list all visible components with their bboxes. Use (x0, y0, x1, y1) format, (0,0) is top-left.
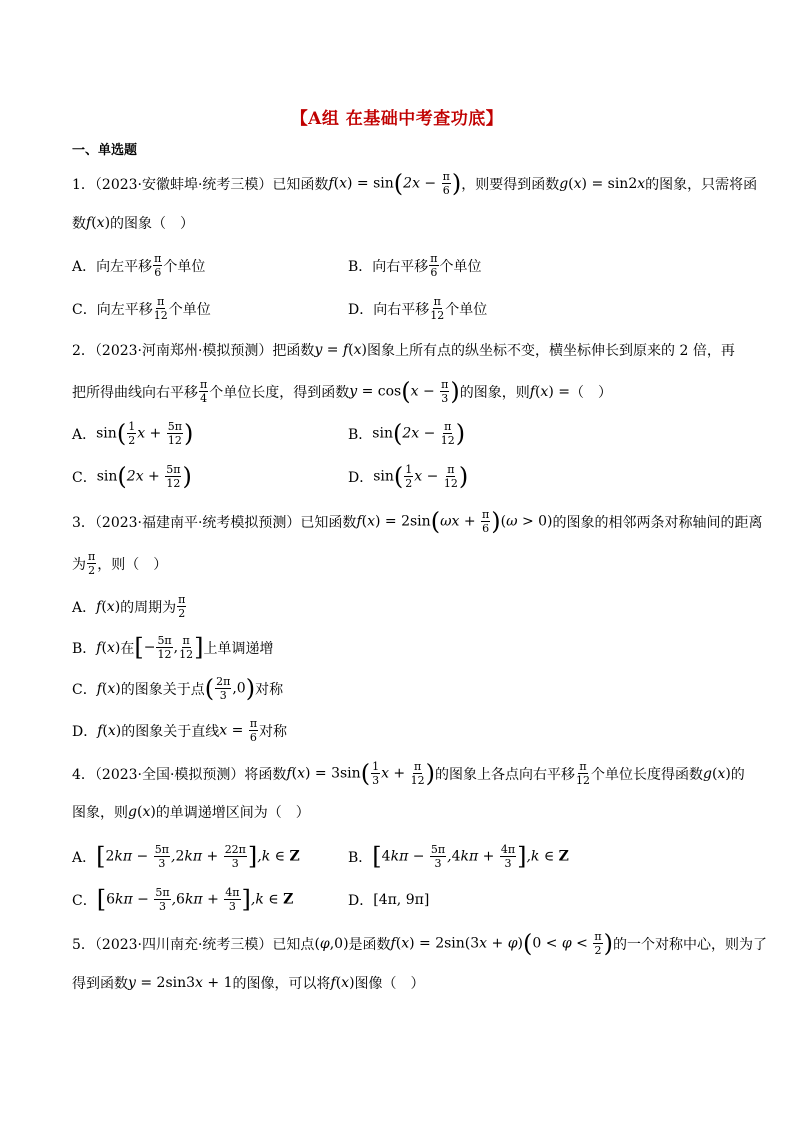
formula: $\frac{\pi}{6}$ (430, 252, 438, 279)
option-label: D．向右平移 (348, 301, 430, 318)
option-b[interactable] (348, 420, 465, 447)
question-text: ，则要得到函数 (461, 176, 560, 193)
option-label: C． (72, 681, 97, 698)
question-text: 的单调递增区间为（ ） (155, 805, 310, 821)
option-b[interactable] (348, 843, 569, 870)
option-text: 个单位 (168, 301, 211, 318)
question-text: 图象上所有点的纵坐标不变，横坐标伸长到原来的 2 倍，再 (367, 343, 735, 359)
option-d[interactable] (348, 890, 429, 910)
question-3-line-1 (72, 508, 763, 535)
question-text: 的 (730, 766, 745, 783)
option-text: 的周期为 (120, 599, 177, 616)
option-text: 对称 (259, 723, 288, 740)
option-a[interactable] (72, 420, 193, 447)
formula: x = $\frac{\pi}{6}$ (219, 717, 258, 744)
option-text: 的图象关于直线 (121, 723, 220, 740)
question-3-line-2 (72, 550, 167, 577)
formula: y = cos(x − $\frac{\pi}{3}$ ) (349, 377, 460, 406)
formula: f(x) = sin(2x − $\frac{\pi}{6}$ ) (328, 169, 462, 198)
formula: g(x) (702, 765, 731, 782)
option-label: D． (348, 893, 374, 909)
question-text: 的一个对称中心，则为了 (612, 936, 767, 953)
question-text: 为 (72, 556, 86, 573)
formula: g(x) (128, 804, 156, 820)
question-5-line-1 (72, 930, 767, 957)
formula: f(x) (96, 639, 121, 656)
formula: sin(2x − $\frac{\pi}{12}$ ) (372, 419, 466, 448)
question-text: 的图象上各点向右平移 (434, 766, 575, 783)
question-text: 个单位长度，得到函数 (209, 384, 350, 401)
option-label: A． (72, 426, 97, 443)
question-text: 1．（2023·安徽蚌埠·统考三模）已知函数 (72, 176, 329, 193)
question-text: 的图像，可以将 (232, 976, 331, 992)
question-text: 5．（2023·四川南充·统考三模）已知点 (72, 936, 315, 953)
question-text: 把所得曲线向右平移 (72, 384, 198, 401)
option-label: B．向右平移 (348, 258, 429, 275)
option-text: 个单位 (163, 258, 206, 275)
question-text: 个单位长度得函数 (590, 766, 703, 783)
question-4-line-1 (72, 760, 745, 787)
option-a[interactable] (72, 252, 205, 279)
option-text: 上单调递增 (203, 640, 274, 657)
option-b[interactable] (72, 634, 274, 661)
option-label: C． (72, 469, 97, 486)
formula: f(x) (330, 975, 355, 991)
formula: f(x) = (529, 383, 570, 400)
option-label: B． (348, 426, 373, 443)
section-heading: 一、单选题 (72, 143, 138, 158)
option-text: 个单位 (439, 258, 482, 275)
option-label: D． (348, 469, 374, 486)
option-text: 在 (120, 640, 135, 657)
option-d[interactable] (72, 717, 287, 744)
question-text: 是函数 (348, 936, 391, 953)
question-text: 得到函数 (72, 976, 128, 992)
question-2-line-1 (72, 340, 735, 360)
option-d[interactable] (348, 295, 487, 322)
option-label: A． (72, 599, 97, 616)
question-1-line-1 (72, 170, 757, 197)
section-title: 【A组 在基础中考查功底】 (290, 109, 504, 129)
option-a[interactable] (72, 843, 300, 870)
option-label: D． (72, 723, 98, 740)
formula: sin( $\frac{1}{2}$ x − $\frac{\pi}{12}$ ) (373, 462, 469, 491)
question-text: ，则（ ） (97, 556, 168, 573)
formula: $\frac{\pi}{12}$ (430, 295, 445, 322)
option-label: B． (72, 640, 97, 657)
option-a[interactable] (72, 593, 187, 620)
question-text: 2．（2023·河南郑州·模拟预测）把函数 (72, 343, 315, 359)
question-1-line-2 (72, 213, 194, 233)
question-text: 的图象，则 (459, 384, 530, 401)
formula: f(x) (96, 598, 121, 615)
option-label: C． (72, 892, 97, 909)
formula: $\frac{\pi}{12}$ (575, 760, 590, 787)
option-c[interactable] (72, 463, 192, 490)
option-text: 个单位 (445, 301, 488, 318)
formula: $\frac{\pi}{6}$ (154, 252, 162, 279)
formula: [6kπ − $\frac{5\pi}{3}$ ,6kπ + $\frac{4\pi}{3}$ ],k ∈ Z (96, 885, 294, 914)
formula: y = 2sin3x + 1 (128, 975, 233, 991)
formula: f(x) = 2sin(ωx + $\frac{\pi}{6}$ )(ω > 0) (356, 507, 553, 536)
formula: [4π, 9π] (373, 892, 430, 908)
formula: $\frac{\pi}{2}$ (178, 593, 186, 620)
option-d[interactable] (348, 463, 468, 490)
formula: sin( $\frac{1}{2}$ x + $\frac{5\pi}{12}$ ) (96, 419, 194, 448)
formula: g(x) = sin2x (559, 175, 646, 192)
question-text: 3．（2023·福建南平·统考模拟预测）已知函数 (72, 514, 357, 531)
question-text: 的图象的相邻两条对称轴间的距离 (552, 514, 763, 531)
question-5-line-2 (72, 973, 425, 993)
formula: ( $\frac{2\pi}{3}$ ,0) (204, 674, 256, 703)
formula: (φ,0) (314, 935, 349, 952)
formula: [− $\frac{5\pi}{12}$ , $\frac{\pi}{12}$ ] (134, 633, 204, 662)
option-label: A． (72, 849, 97, 866)
question-2-line-2 (72, 378, 612, 405)
question-4-line-2 (72, 802, 310, 822)
question-text: 的图象，只需将函 (645, 176, 758, 193)
question-text: 图象，则 (72, 805, 128, 821)
formula: f(x) (97, 722, 122, 739)
option-c[interactable] (72, 675, 283, 702)
option-label: A．向左平移 (72, 258, 153, 275)
question-text: 4．（2023·全国·模拟预测）将函数 (72, 766, 287, 783)
option-c[interactable] (72, 886, 293, 913)
option-c[interactable] (72, 295, 211, 322)
formula: $\frac{\pi}{4}$ (200, 378, 208, 405)
question-text: 图像（ ） (354, 976, 425, 992)
option-text: 的图象关于点 (120, 681, 205, 698)
formula: [2kπ − $\frac{5\pi}{3}$ ,2kπ + $\frac{22\pi}{3}$ ],k ∈ Z (96, 842, 300, 871)
formula: y = f(x) (314, 342, 368, 358)
formula: [4kπ − $\frac{5\pi}{3}$ ,4kπ + $\frac{4\pi}{3}$ ],k ∈ Z (372, 842, 569, 871)
formula: f(x) (86, 215, 111, 231)
formula: f(x) (96, 680, 121, 697)
question-text: 的图象（ ） (110, 216, 195, 232)
option-label: C．向左平移 (72, 301, 153, 318)
formula: f(x) = 2sin(3x + φ)(0 < φ < $\frac{\pi}{2}$ ) (390, 929, 613, 958)
option-text: 对称 (255, 681, 284, 698)
formula: f(x) = 3sin( $\frac{1}{3}$ x + $\frac{\pi}{12}$ ) (286, 759, 435, 788)
option-label: B． (348, 849, 373, 866)
formula: $\frac{\pi}{12}$ (153, 295, 168, 322)
formula: $\frac{\pi}{2}$ (88, 550, 96, 577)
question-text: （ ） (569, 384, 612, 401)
formula: sin(2x + $\frac{5\pi}{12}$ ) (96, 462, 192, 491)
question-text: 数 (72, 216, 86, 232)
option-b[interactable] (348, 252, 482, 279)
